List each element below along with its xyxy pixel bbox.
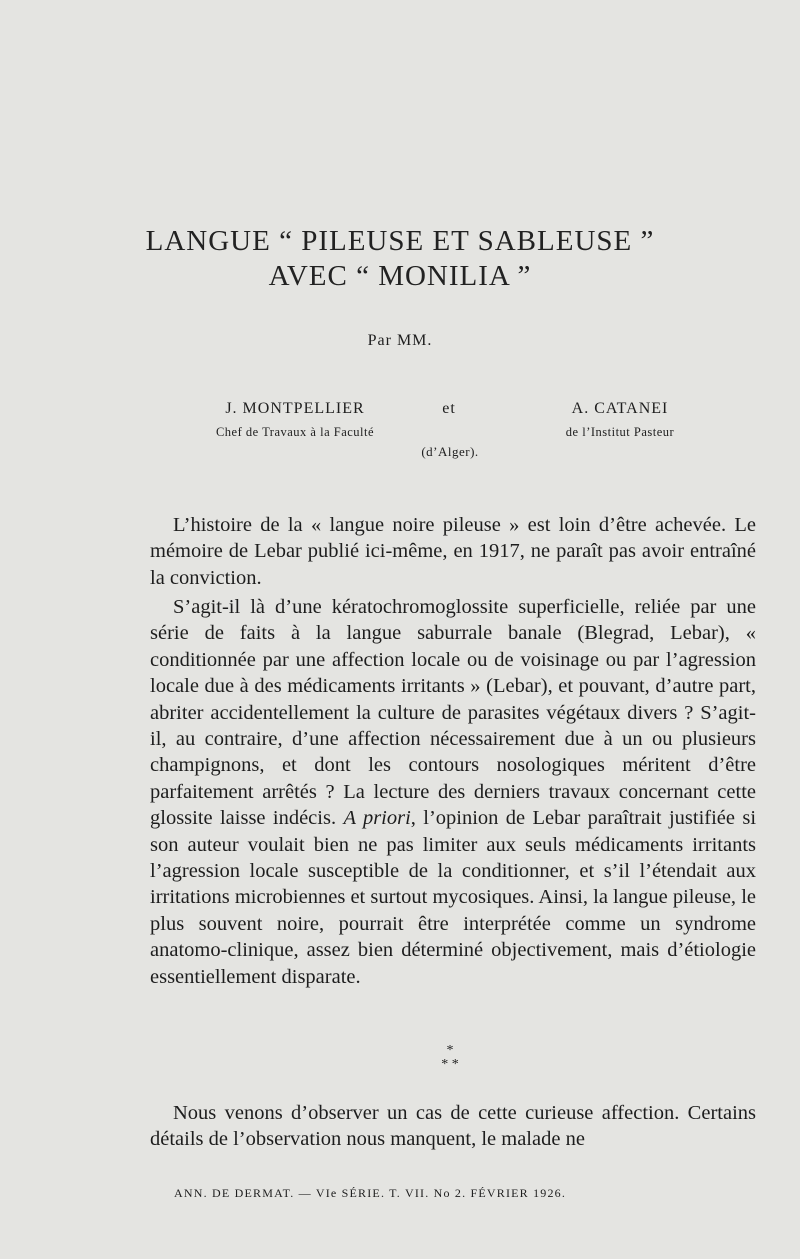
author-2-affiliation: de l’Institut Pasteur [565, 425, 675, 439]
paragraph-2-italic: A priori [343, 807, 411, 830]
author-1-affiliation: Chef de Travaux à la Faculté [215, 425, 375, 439]
paragraph-1-text: L’histoire de la « langue noire pileuse » est loin d’être achevée. Le mémoire de Lebar publié ici-même, en 1917, ne paraît pas avoir entraîné la conviction. [150, 514, 756, 589]
author-location: (d’Alger). [421, 444, 479, 459]
author-1-name: J. MONTPELLIER [225, 400, 365, 417]
author-conjunction: et [442, 400, 456, 417]
article-title-line-2: AVEC “ MONILIA ” [268, 260, 532, 292]
section-separator [420, 1044, 480, 1072]
byline: Par MM. [367, 332, 433, 349]
article-title-line-1: LANGUE “ PILEUSE ET SABLEUSE ” [145, 225, 655, 257]
journal-footer: ANN. DE DERMAT. — VIe SÉRIE. T. VII. No 2. FÉVRIER 1926. [174, 1186, 567, 1200]
separator-star-top: * [446, 1043, 454, 1058]
author-2-name: A. CATANEI [571, 400, 669, 417]
paragraph-1 [150, 512, 756, 591]
paragraph-2-part-2: , l’opinion de Lebar paraîtrait justifiée si son auteur voulait bien ne pas limiter aux seuls médicaments irritants l’agression locale susceptible de la conditionner, et s’il l’étendait aux irritations microbiennes et surtout mycosiques. Ainsi, la langue pileuse, le plus souvent noire, pourrait être interprétée comme un syndrome anatomo-clinique, assez bien déterminé objectivement, mais d’étiologie essentiellement disparate. [150, 807, 757, 988]
paragraph-2-text [150, 594, 756, 990]
paragraph-3 [150, 1100, 756, 1153]
separator-stars-bottom: * * [441, 1057, 459, 1072]
paragraph-3-text: Nous venons d’observer un cas de cette curieuse affection. Certains détails de l’observation nous manquent, le malade ne [150, 1102, 756, 1151]
paragraph-2 [150, 594, 756, 990]
paragraph-2-part-1: S’agit-il là d’une kératochromoglossite superficielle, reliée par une série de faits à la langue saburrale banale (Blegrad, Lebar), « conditionnée par une affection locale ou de voisinage ou par l’agression locale due à des médicaments irritants » (Lebar), et pouvant, d’autre part, abriter accidentellement la culture de parasites végétaux divers ? S’agit-il, au contraire, d’une affection nécessairement due à un ou plusieurs champignons, et dont les contours nosologiques méritent d’être parfaitement arrêtés ? La lecture des derniers travaux concernant cette glossite laisse indécis. [150, 596, 756, 830]
